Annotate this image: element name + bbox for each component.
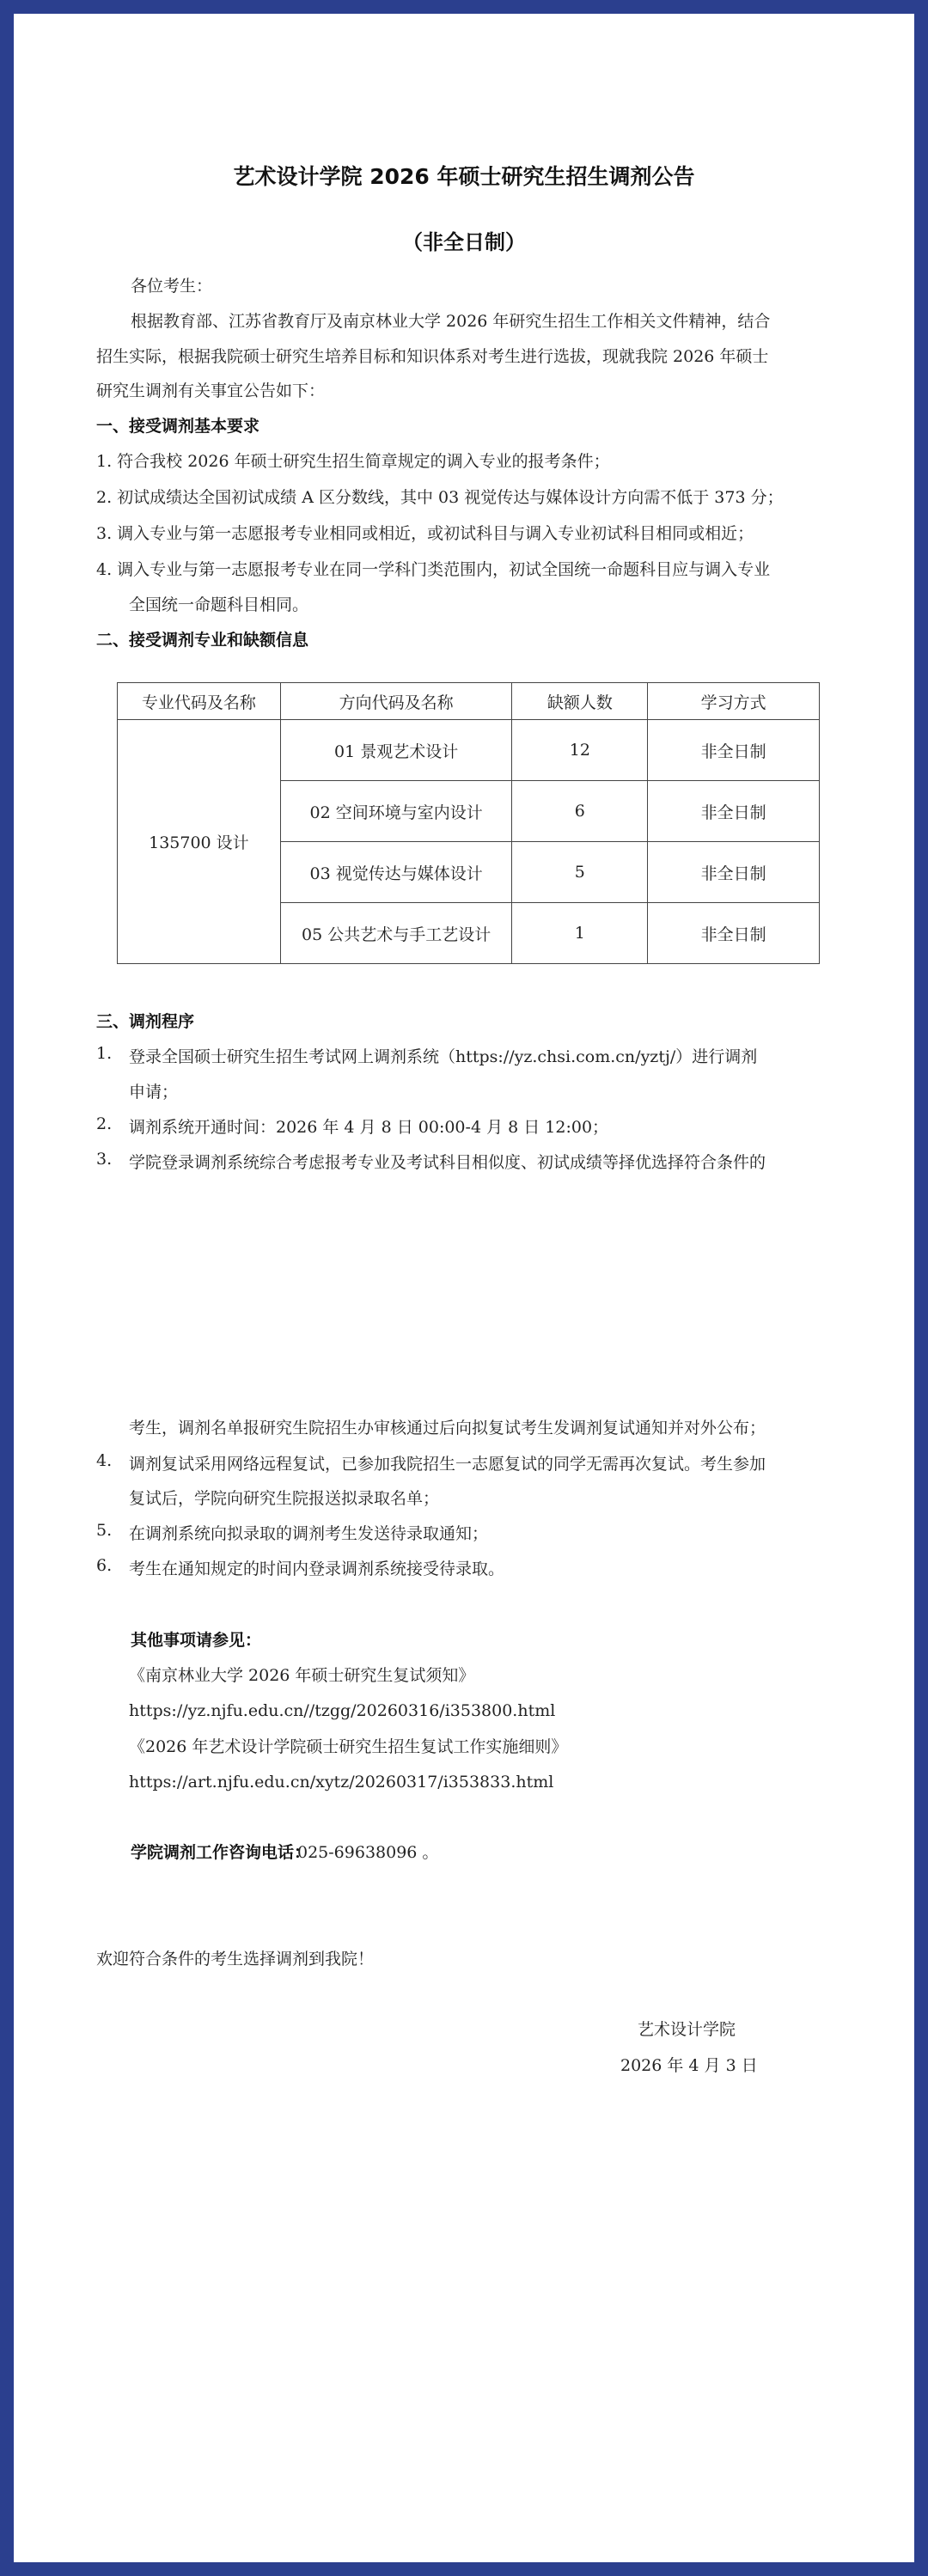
table-header-row (118, 683, 820, 720)
vacancy-cell: 12 (512, 720, 648, 781)
other-heading: 其他事项请参见： (131, 1631, 262, 1650)
step-text: 登录全国硕士研究生招生考试网上调剂系统（https://yz.chsi.com.cn/yztj/）进行调剂 (129, 1047, 758, 1066)
requirement-item: 3. 调入专业与第一志愿报考专业相同或相近，或初试科目与调入专业初试科目相同或相近； (96, 524, 754, 543)
table-header: 缺额人数 (512, 683, 648, 720)
notice-page (14, 14, 914, 2562)
direction-cell: 01 景观艺术设计 (280, 720, 512, 781)
step-text: 调剂复试采用网络远程复试，已参加我院招生一志愿复试的同学无需再次复试。考生参加 (129, 1455, 766, 1474)
direction-cell: 02 空间环境与室内设计 (280, 781, 512, 842)
step-number: 5. (96, 1521, 113, 1540)
intro-line-3: 研究生调剂有关事宜公告如下： (96, 382, 326, 400)
step-text-cont: 申请； (129, 1083, 179, 1102)
section2-heading: 二、接受调剂专业和缺额信息 (96, 631, 309, 650)
section3-heading: 三、调剂程序 (96, 1012, 195, 1031)
vacancy-table (117, 682, 820, 964)
signature-date: 2026 年 4 月 3 日 (620, 2056, 758, 2075)
step-text: 调剂系统开通时间：2026 年 4 月 8 日 00:00-4 月 8 日 12:00； (129, 1118, 609, 1137)
page-title: 艺术设计学院 2026 年硕士研究生招生调剂公告 (233, 164, 695, 189)
step-number: 2. (96, 1114, 113, 1133)
requirement-item: 4. 调入专业与第一志愿报考专业在同一学科门类范围内，初试全国统一命题科目应与调入专业 (96, 560, 771, 579)
step-text: 考生在通知规定的时间内登录调剂系统接受待录取。 (129, 1560, 505, 1578)
step-number: 6. (96, 1556, 113, 1575)
page-subtitle: （非全日制） (402, 230, 526, 254)
major-cell: 135700 设计 (118, 720, 281, 964)
vacancy-cell: 6 (512, 781, 648, 842)
step-text: 在调剂系统向拟录取的调剂考生发送待录取通知； (129, 1524, 489, 1543)
step-text-cont: 复试后，学院向研究生院报送拟录取名单； (129, 1489, 440, 1508)
requirement-item: 1. 符合我校 2026 年硕士研究生招生简章规定的调入专业的报考条件； (96, 452, 610, 471)
vacancy-cell: 5 (512, 842, 648, 903)
section1-heading: 一、接受调剂基本要求 (96, 417, 260, 436)
mode-cell: 非全日制 (648, 720, 820, 781)
table-header: 学习方式 (648, 683, 820, 720)
salutation: 各位考生： (131, 277, 213, 296)
direction-cell: 05 公共艺术与手工艺设计 (280, 903, 512, 964)
reference-title: 《南京林业大学 2026 年硕士研究生复试须知》 (129, 1666, 475, 1685)
step-number: 3. (96, 1150, 113, 1169)
step-number: 1. (96, 1044, 113, 1063)
requirement-item: 2. 初试成绩达全国初试成绩 A 区分数线，其中 03 视觉传达与媒体设计方向需不低于 373 分； (96, 488, 784, 507)
reference-link[interactable]: https://yz.njfu.edu.cn//tzgg/20260316/i353800.html (129, 1701, 556, 1720)
step-text-cont: 考生，调剂名单报研究生院招生办审核通过后向拟复试考生发调剂复试通知并对外公布； (129, 1419, 766, 1438)
step-number: 4. (96, 1451, 113, 1470)
reference-title: 《2026 年艺术设计学院硕士研究生招生复试工作实施细则》 (129, 1737, 568, 1756)
contact-label: 学院调剂工作咨询电话： (131, 1843, 311, 1862)
signature-org: 艺术设计学院 (638, 2020, 736, 2039)
table-row (118, 720, 820, 781)
reference-link[interactable]: https://art.njfu.edu.cn/xytz/20260317/i353833.html (129, 1773, 554, 1792)
step-text: 学院登录调剂系统综合考虑报考专业及考试科目相似度、初试成绩等择优选择符合条件的 (129, 1153, 766, 1172)
vacancy-cell: 1 (512, 903, 648, 964)
contact-phone: 025-69638096 。 (297, 1843, 439, 1862)
direction-cell: 03 视觉传达与媒体设计 (280, 842, 512, 903)
intro-line-1: 根据教育部、江苏省教育厅及南京林业大学 2026 年研究生招生工作相关文件精神，结合 (131, 312, 771, 331)
mode-cell: 非全日制 (648, 903, 820, 964)
table-header: 方向代码及名称 (280, 683, 512, 720)
mode-cell: 非全日制 (648, 842, 820, 903)
mode-cell: 非全日制 (648, 781, 820, 842)
intro-line-2: 招生实际，根据我院硕士研究生培养目标和知识体系对考生进行选拔，现就我院 2026 年硕士 (96, 347, 769, 366)
closing-line: 欢迎符合条件的考生选择调剂到我院！ (96, 1950, 375, 1969)
requirement-item-cont: 全国统一命题科目相同。 (129, 595, 309, 614)
table-header: 专业代码及名称 (118, 683, 281, 720)
